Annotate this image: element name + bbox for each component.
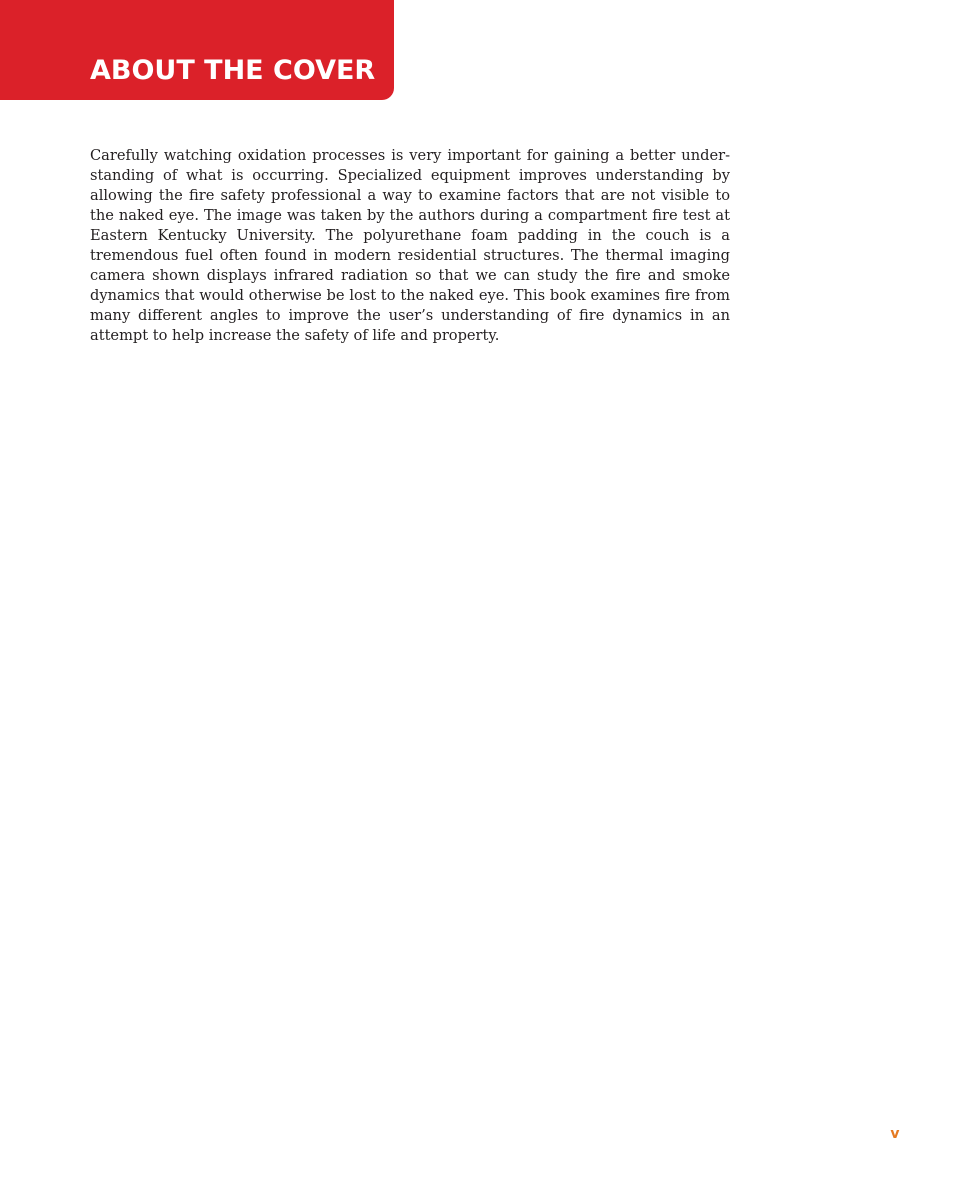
section-title: ABOUT THE COVER	[90, 55, 376, 86]
page-number: v	[890, 1126, 900, 1142]
body-paragraph: Carefully watching oxidation processes is very important for gaining a better understanding of what is occurring. Specialized equipment improves understanding by allowing the fire safety professional a way to examine factors that are not visible to the naked eye. The image was taken by the authors during a compartment fire test at Eastern Kentucky University. The polyurethane foam padding in the couch is a tremendous fuel often found in modern residential structures. The thermal imaging camera shown displays infrared radiation so that we can study the fire and smoke dynamics that would otherwise be lost to the naked eye. This book examines fire from many different angles to improve the user’s understanding of fire dynamics in an attempt to help increase the safety of life and property.	[90, 147, 730, 344]
section-header-tab	[0, 0, 394, 100]
